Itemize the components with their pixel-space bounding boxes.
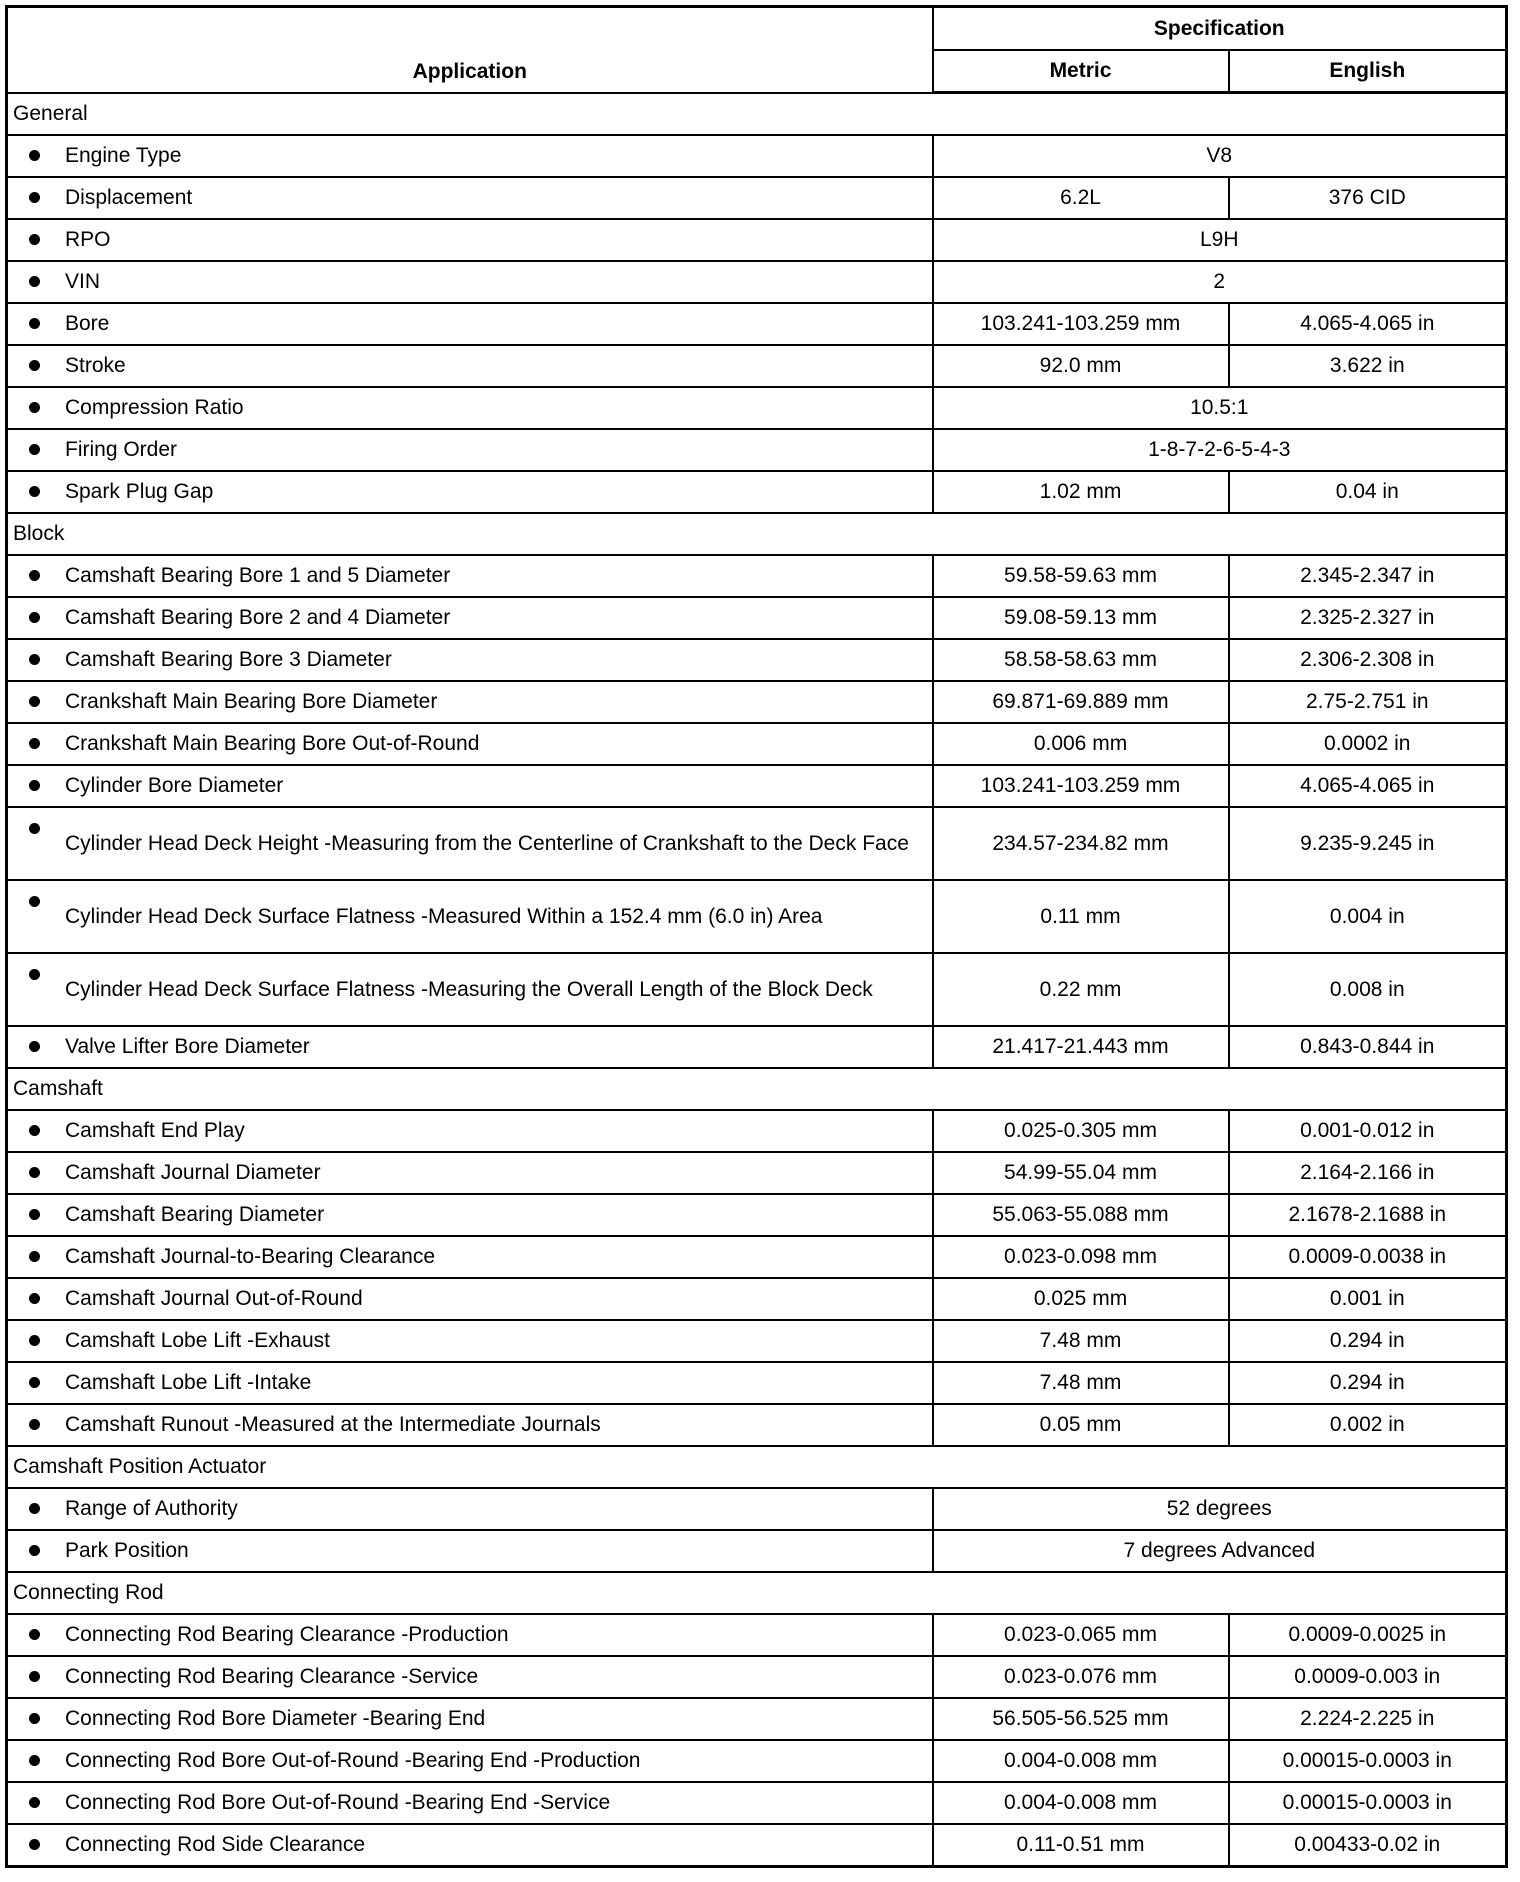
section-row [7, 1572, 1507, 1614]
bullet-icon [29, 1545, 40, 1556]
english-value: 0.0009-0.003 in [1229, 1656, 1507, 1698]
application-label: Camshaft Journal-to-Bearing Clearance [65, 1245, 436, 1268]
application-label: Camshaft Bearing Diameter [65, 1203, 325, 1226]
english-value: 2.1678-2.1688 in [1229, 1194, 1507, 1236]
english-value: 0.04 in [1229, 471, 1507, 513]
metric-value: 234.57-234.82 mm [933, 807, 1229, 880]
application-cell [7, 429, 933, 471]
section-title: Connecting Rod [7, 1572, 1507, 1614]
metric-value: 0.023-0.065 mm [933, 1614, 1229, 1656]
bullet-icon [29, 150, 40, 161]
metric-value: 0.025-0.305 mm [933, 1110, 1229, 1152]
bullet-icon [29, 318, 40, 329]
application-cell [7, 303, 933, 345]
section-title: Camshaft Position Actuator [7, 1446, 1507, 1488]
application-cell [7, 1488, 933, 1530]
english-value: 0.0002 in [1229, 723, 1507, 765]
application-label: Cylinder Bore Diameter [65, 774, 284, 797]
table-row [7, 345, 1507, 387]
application-cell [7, 1362, 933, 1404]
application-cell [7, 471, 933, 513]
specification-column-header: Specification [933, 7, 1507, 51]
application-label: VIN [65, 270, 101, 293]
bullet-icon [29, 780, 40, 791]
english-value: 0.843-0.844 in [1229, 1026, 1507, 1068]
table-row [7, 1404, 1507, 1446]
bullet-icon [29, 360, 40, 371]
metric-column-header: Metric [933, 50, 1229, 93]
application-label: Connecting Rod Bearing Clearance -Service [65, 1665, 479, 1688]
metric-value: 0.22 mm [933, 953, 1229, 1026]
application-cell [7, 639, 933, 681]
bullet-icon [29, 1377, 40, 1388]
application-cell [7, 1740, 933, 1782]
specification-value: 10.5:1 [933, 387, 1507, 429]
engine-mechanical-specifications-table [5, 5, 1508, 1868]
section-row [7, 1068, 1507, 1110]
application-cell [7, 177, 933, 219]
metric-value: 0.11-0.51 mm [933, 1824, 1229, 1867]
application-label: Cylinder Head Deck Surface Flatness -Measured Within a 152.4 mm (6.0 in) Area [65, 904, 823, 928]
bullet-icon [29, 486, 40, 497]
bullet-icon [29, 654, 40, 665]
english-value: 0.0009-0.0038 in [1229, 1236, 1507, 1278]
table-row [7, 1194, 1507, 1236]
section-title: Camshaft [7, 1068, 1507, 1110]
application-label: Camshaft Journal Out-of-Round [65, 1287, 363, 1310]
english-value: 0.001-0.012 in [1229, 1110, 1507, 1152]
application-label: RPO [65, 228, 111, 251]
application-cell [7, 681, 933, 723]
bullet-icon [29, 738, 40, 749]
application-cell [7, 1824, 933, 1867]
application-label: Camshaft Lobe Lift -Intake [65, 1371, 312, 1394]
table-row [7, 135, 1507, 177]
table-row [7, 953, 1507, 1026]
english-value: 2.75-2.751 in [1229, 681, 1507, 723]
application-cell [7, 1110, 933, 1152]
application-cell [7, 597, 933, 639]
english-value: 0.294 in [1229, 1320, 1507, 1362]
application-cell [7, 723, 933, 765]
english-value: 2.224-2.225 in [1229, 1698, 1507, 1740]
table-row [7, 1488, 1507, 1530]
table-row [7, 303, 1507, 345]
english-value: 0.004 in [1229, 880, 1507, 953]
table-row [7, 471, 1507, 513]
metric-value: 0.004-0.008 mm [933, 1782, 1229, 1824]
application-cell [7, 1698, 933, 1740]
table-row [7, 1320, 1507, 1362]
english-value: 0.002 in [1229, 1404, 1507, 1446]
application-label: Connecting Rod Side Clearance [65, 1833, 366, 1856]
english-value: 3.622 in [1229, 345, 1507, 387]
application-cell [7, 1782, 933, 1824]
table-row [7, 429, 1507, 471]
table-row [7, 880, 1507, 953]
bullet-icon [29, 1125, 40, 1136]
table-row [7, 1152, 1507, 1194]
table-row [7, 1782, 1507, 1824]
english-value: 4.065-4.065 in [1229, 303, 1507, 345]
application-label: Firing Order [65, 438, 178, 461]
application-cell [7, 1152, 933, 1194]
english-value: 376 CID [1229, 177, 1507, 219]
bullet-icon [29, 192, 40, 203]
table-row [7, 765, 1507, 807]
table-row [7, 1740, 1507, 1782]
application-cell [7, 261, 933, 303]
metric-value: 55.063-55.088 mm [933, 1194, 1229, 1236]
application-cell [7, 1530, 933, 1572]
english-value: 2.306-2.308 in [1229, 639, 1507, 681]
metric-value: 0.11 mm [933, 880, 1229, 953]
application-cell [7, 1194, 933, 1236]
table-row [7, 723, 1507, 765]
application-label: Cylinder Head Deck Height -Measuring from the Centerline of Crankshaft to the Deck Face [65, 831, 909, 855]
application-label: Spark Plug Gap [65, 480, 214, 503]
metric-value: 103.241-103.259 mm [933, 303, 1229, 345]
application-cell [7, 1614, 933, 1656]
english-value: 0.00433-0.02 in [1229, 1824, 1507, 1867]
table-row [7, 261, 1507, 303]
english-value: 2.164-2.166 in [1229, 1152, 1507, 1194]
metric-value: 58.58-58.63 mm [933, 639, 1229, 681]
application-label: Crankshaft Main Bearing Bore Diameter [65, 690, 438, 713]
metric-value: 0.023-0.076 mm [933, 1656, 1229, 1698]
application-cell [7, 219, 933, 261]
english-value: 0.001 in [1229, 1278, 1507, 1320]
metric-value: 56.505-56.525 mm [933, 1698, 1229, 1740]
metric-value: 54.99-55.04 mm [933, 1152, 1229, 1194]
table-row [7, 1278, 1507, 1320]
specification-value: 52 degrees [933, 1488, 1507, 1530]
application-cell [7, 345, 933, 387]
table-row [7, 1698, 1507, 1740]
bullet-icon [29, 444, 40, 455]
bullet-icon [29, 823, 40, 834]
bullet-icon [29, 1839, 40, 1850]
application-label: Camshaft Bearing Bore 2 and 4 Diameter [65, 606, 451, 629]
application-cell [7, 1656, 933, 1698]
english-value: 2.325-2.327 in [1229, 597, 1507, 639]
application-label: Compression Ratio [65, 396, 244, 419]
application-cell [7, 1278, 933, 1320]
specification-value: 2 [933, 261, 1507, 303]
metric-value: 92.0 mm [933, 345, 1229, 387]
application-cell [7, 135, 933, 177]
metric-value: 103.241-103.259 mm [933, 765, 1229, 807]
metric-value: 69.871-69.889 mm [933, 681, 1229, 723]
application-label: Connecting Rod Bore Diameter -Bearing End [65, 1707, 486, 1730]
english-value: 9.235-9.245 in [1229, 807, 1507, 880]
english-value: 0.008 in [1229, 953, 1507, 1026]
bullet-icon [29, 1629, 40, 1640]
table-row [7, 1236, 1507, 1278]
application-label: Camshaft Lobe Lift -Exhaust [65, 1329, 330, 1352]
application-cell [7, 1236, 933, 1278]
table-row [7, 639, 1507, 681]
application-cell [7, 765, 933, 807]
application-label: Range of Authority [65, 1497, 238, 1520]
section-row [7, 513, 1507, 555]
bullet-icon [29, 696, 40, 707]
application-label: Displacement [65, 186, 193, 209]
application-label: Crankshaft Main Bearing Bore Out-of-Round [65, 732, 480, 755]
metric-value: 0.025 mm [933, 1278, 1229, 1320]
table-row [7, 1530, 1507, 1572]
application-cell [7, 953, 933, 1026]
application-label: Camshaft End Play [65, 1119, 245, 1142]
bullet-icon [29, 969, 40, 980]
english-value: 0.294 in [1229, 1362, 1507, 1404]
application-label: Connecting Rod Bore Out-of-Round -Bearing End -Service [65, 1791, 611, 1814]
application-label: Camshaft Bearing Bore 3 Diameter [65, 648, 392, 671]
table-row [7, 1110, 1507, 1152]
application-cell [7, 1404, 933, 1446]
table-row [7, 681, 1507, 723]
table-row [7, 1362, 1507, 1404]
bullet-icon [29, 570, 40, 581]
metric-value: 7.48 mm [933, 1362, 1229, 1404]
bullet-icon [29, 1503, 40, 1514]
english-column-header: English [1229, 50, 1507, 93]
metric-value: 21.417-21.443 mm [933, 1026, 1229, 1068]
table-row [7, 177, 1507, 219]
metric-value: 59.08-59.13 mm [933, 597, 1229, 639]
specification-value: V8 [933, 135, 1507, 177]
application-label: Stroke [65, 354, 126, 377]
bullet-icon [29, 1167, 40, 1178]
bullet-icon [29, 234, 40, 245]
english-value: 0.0009-0.0025 in [1229, 1614, 1507, 1656]
table-row [7, 1614, 1507, 1656]
section-row [7, 1446, 1507, 1488]
section-row [7, 93, 1507, 136]
application-label: Cylinder Head Deck Surface Flatness -Measuring the Overall Length of the Block Deck [65, 977, 873, 1001]
metric-value: 0.006 mm [933, 723, 1229, 765]
bullet-icon [29, 1293, 40, 1304]
metric-value: 1.02 mm [933, 471, 1229, 513]
english-value: 0.00015-0.0003 in [1229, 1740, 1507, 1782]
bullet-icon [29, 1755, 40, 1766]
bullet-icon [29, 1797, 40, 1808]
bullet-icon [29, 896, 40, 907]
metric-value: 0.023-0.098 mm [933, 1236, 1229, 1278]
table-row [7, 807, 1507, 880]
english-value: 4.065-4.065 in [1229, 765, 1507, 807]
application-cell [7, 555, 933, 597]
section-title: Block [7, 513, 1507, 555]
table-row [7, 219, 1507, 261]
application-label: Camshaft Runout -Measured at the Intermediate Journals [65, 1413, 601, 1436]
application-label: Camshaft Journal Diameter [65, 1161, 321, 1184]
application-cell [7, 880, 933, 953]
bullet-icon [29, 1671, 40, 1682]
table-row [7, 1824, 1507, 1867]
application-column-header: Application [7, 7, 933, 93]
bullet-icon [29, 1335, 40, 1346]
table-row [7, 1026, 1507, 1068]
bullet-icon [29, 1251, 40, 1262]
metric-value: 6.2L [933, 177, 1229, 219]
specification-value: 1-8-7-2-6-5-4-3 [933, 429, 1507, 471]
metric-value: 59.58-59.63 mm [933, 555, 1229, 597]
table-row [7, 1656, 1507, 1698]
table-row [7, 387, 1507, 429]
table-row [7, 597, 1507, 639]
metric-value: 0.004-0.008 mm [933, 1740, 1229, 1782]
application-label: Engine Type [65, 144, 182, 167]
metric-value: 0.05 mm [933, 1404, 1229, 1446]
bullet-icon [29, 1209, 40, 1220]
specification-value: L9H [933, 219, 1507, 261]
bullet-icon [29, 276, 40, 287]
application-label: Connecting Rod Bore Out-of-Round -Bearing End -Production [65, 1749, 641, 1772]
bullet-icon [29, 612, 40, 623]
spec-table-body [7, 93, 1507, 1867]
bullet-icon [29, 1041, 40, 1052]
application-label: Connecting Rod Bearing Clearance -Production [65, 1623, 509, 1646]
application-label: Park Position [65, 1539, 189, 1562]
metric-value: 7.48 mm [933, 1320, 1229, 1362]
bullet-icon [29, 1713, 40, 1724]
application-label: Valve Lifter Bore Diameter [65, 1035, 310, 1058]
engine-spec-sheet [5, 5, 1505, 1868]
specification-value: 7 degrees Advanced [933, 1530, 1507, 1572]
bullet-icon [29, 1419, 40, 1430]
application-cell [7, 807, 933, 880]
application-cell [7, 1320, 933, 1362]
english-value: 0.00015-0.0003 in [1229, 1782, 1507, 1824]
bullet-icon [29, 402, 40, 413]
application-label: Camshaft Bearing Bore 1 and 5 Diameter [65, 564, 451, 587]
application-cell [7, 387, 933, 429]
application-label: Bore [65, 312, 110, 335]
application-cell [7, 1026, 933, 1068]
english-value: 2.345-2.347 in [1229, 555, 1507, 597]
table-row [7, 555, 1507, 597]
section-title: General [7, 93, 1507, 136]
